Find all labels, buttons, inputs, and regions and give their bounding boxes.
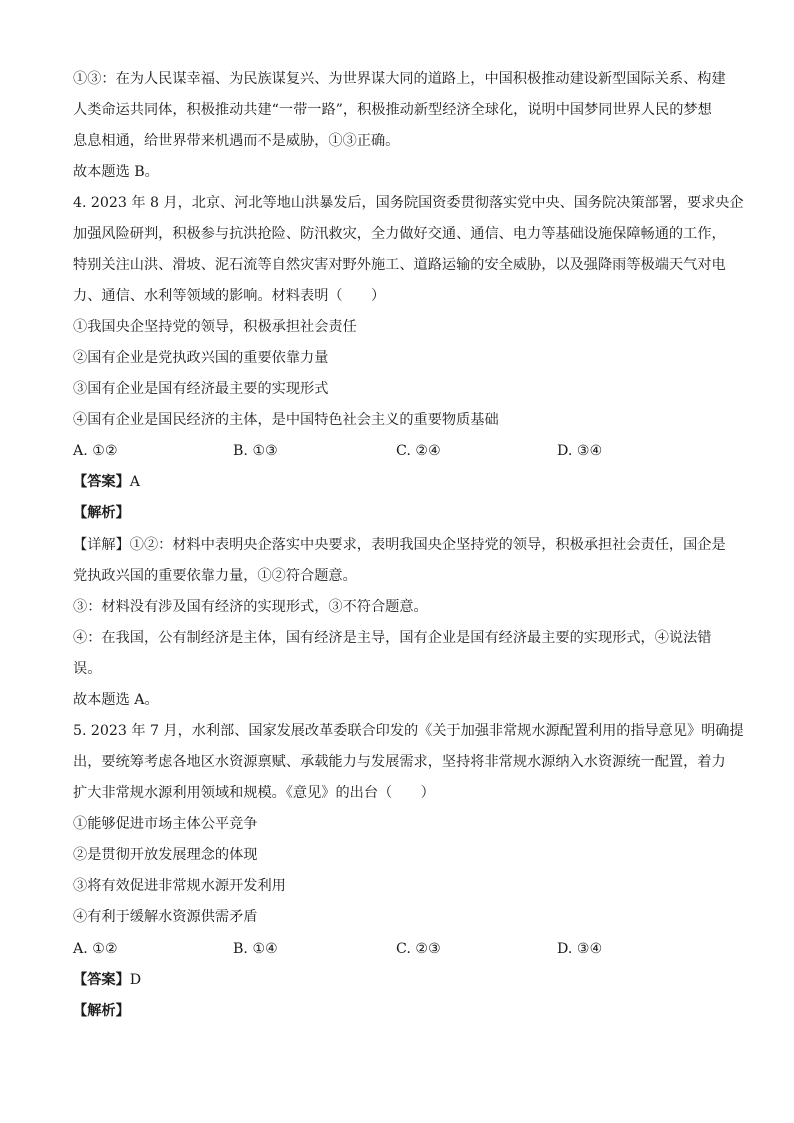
q4-detail-line-4: ④：在我国，公有制经济是主体，国有经济是主导，国有企业是国有经济最主要的实现形式，④说法错	[73, 630, 712, 646]
q4-option-b: B. ①③	[233, 443, 278, 459]
q4-detail-line-5: 误。	[73, 661, 102, 677]
q4-statement-1: ①我国央企坚持党的领导，积极承担社会责任	[73, 319, 357, 335]
q4-conclusion: 故本题选 A。	[73, 692, 159, 708]
q5-statement-2: ②是贯彻开放发展理念的体现	[73, 847, 258, 863]
q4-option-d: D. ③④	[557, 443, 603, 459]
q5-answer-value: D	[129, 972, 142, 988]
q5-option-a: A. ①②	[73, 941, 118, 957]
q5-option-b: B. ①④	[233, 941, 278, 957]
q4-statement-3: ③国有企业是国有经济最主要的实现形式	[73, 381, 329, 397]
q4-statement-4: ④国有企业是国民经济的主体，是中国特色社会主义的重要物质基础	[73, 412, 499, 428]
q4-detail-line-2: 党执政兴国的重要依靠力量，①②符合题意。	[73, 568, 357, 584]
q5-stem-line-3: 扩大非常规水源利用领域和规模。《意见》的出台（ ）	[73, 785, 435, 801]
q4-detail-line-3: ③：材料没有涉及国有经济的实现形式，③不符合题意。	[73, 599, 428, 615]
q5-analysis-label: 【解析】	[73, 1003, 130, 1019]
q4-answer	[73, 472, 140, 492]
q4-answer-value: A	[129, 474, 141, 490]
q5-statement-4: ④有利于缓解水资源供需矛盾	[73, 909, 258, 925]
q3-explanation-line-1: ①③：在为人民谋幸福、为民族谋复兴、为世界谋大同的道路上，中国积极推动建设新型国际关系、构建	[73, 71, 726, 87]
q4-stem-line-1: 4. 2023 年 8 月，北京、河北等地山洪暴发后，国务院国资委贯彻落实党中央、国务院决策部署，要求央企	[73, 195, 744, 211]
q4-statement-2: ②国有企业是党执政兴国的重要依靠力量	[73, 350, 329, 366]
q5-option-c: C. ②③	[396, 941, 441, 957]
q5-statement-3: ③将有效促进非常规水源开发利用	[73, 878, 286, 894]
q3-conclusion: 故本题选 B。	[73, 164, 159, 180]
q4-option-a: A. ①②	[73, 443, 118, 459]
q4-analysis-label: 【解析】	[73, 505, 130, 521]
q5-option-d: D. ③④	[557, 941, 603, 957]
q4-answer-label: 【答案】	[73, 474, 130, 490]
q5-answer-label: 【答案】	[73, 972, 130, 988]
q4-stem-line-3: 特别关注山洪、滑坡、泥石流等自然灾害对野外施工、道路运输的安全威胁，以及强降雨等极端天气对电	[73, 257, 726, 273]
q5-statement-1: ①能够促进市场主体公平竞争	[73, 816, 258, 832]
q4-detail-line-1: 【详解】①②：材料中表明央企落实中央要求，表明我国央企坚持党的领导，积极承担社会责任，国企是	[73, 537, 726, 553]
q4-option-c: C. ②④	[396, 443, 441, 459]
q3-explanation-line-2: 人类命运共同体，积极推动共建“一带一路”，积极推动新型经济全球化，说明中国梦同世界人民的梦想	[73, 102, 712, 118]
q5-stem-line-2: 出，要统筹考虑各地区水资源禀赋、承载能力与发展需求，坚持将非常规水源纳入水资源统一配置，着力	[73, 754, 726, 770]
q5-answer	[73, 970, 141, 990]
q4-stem-line-2: 加强风险研判，积极参与抗洪抢险、防汛救灾，全力做好交通、通信、电力等基础设施保障畅通的工作，	[73, 226, 726, 242]
q5-stem-line-1: 5. 2023 年 7 月，水利部、国家发展改革委联合印发的《关于加强非常规水源配置利用的指导意见》明确提	[73, 723, 744, 739]
q4-stem-line-4: 力、通信、水利等领域的影响。材料表明（ ）	[73, 288, 386, 304]
q3-explanation-line-3: 息息相通，给世界带来机遇而不是威胁，①③正确。	[73, 133, 400, 149]
